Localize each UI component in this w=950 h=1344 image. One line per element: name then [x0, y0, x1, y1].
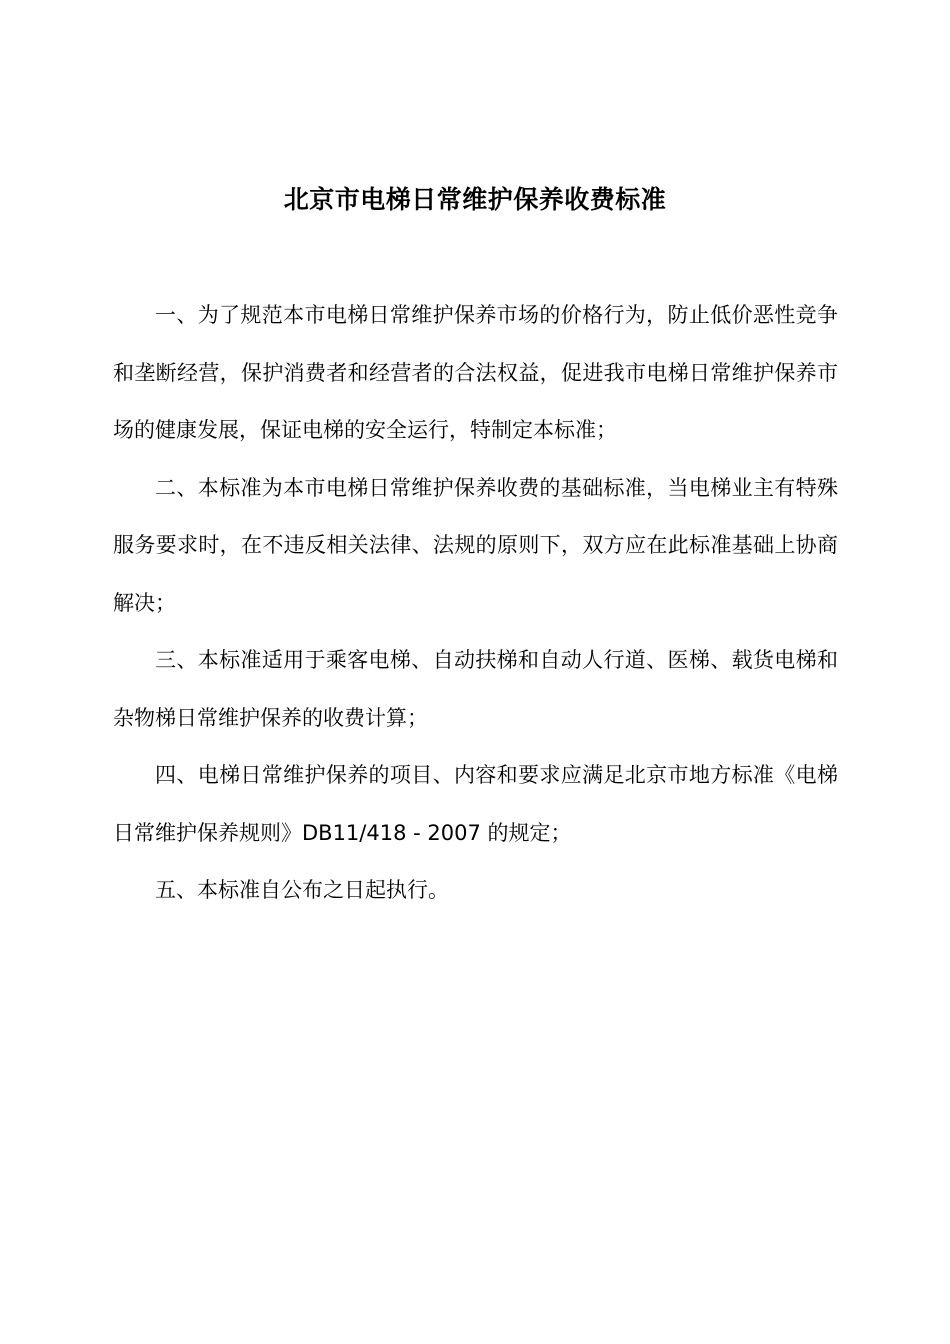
paragraph-4: 四、电梯日常维护保养的项目、内容和要求应满足北京市地方标准《电梯日常维护保养规则》DB11/418 - 2007 的规定；: [113, 763, 838, 845]
paragraph-5: 五、本标准自公布之日起执行。: [155, 878, 449, 902]
document-body: [113, 287, 838, 920]
paragraph-3: 三、本标准适用于乘客电梯、自动扶梯和自动人行道、医梯、载货电梯和杂物梯日常维护保养的收费计算；: [113, 648, 838, 730]
document-title: 北京市电梯日常维护保养收费标准: [283, 185, 667, 214]
paragraph-1: 一、为了规范本市电梯日常维护保养市场的价格行为，防止低价恶性竞争和垄断经营，保护消费者和经营者的合法权益，促进我市电梯日常维护保养市场的健康发展，保证电梯的安全运行，特制定本标准；: [113, 303, 838, 442]
paragraph-2: 二、本标准为本市电梯日常维护保养收费的基础标准，当电梯业主有特殊服务要求时，在不违反相关法律、法规的原则下，双方应在此标准基础上协商解决；: [113, 475, 838, 615]
